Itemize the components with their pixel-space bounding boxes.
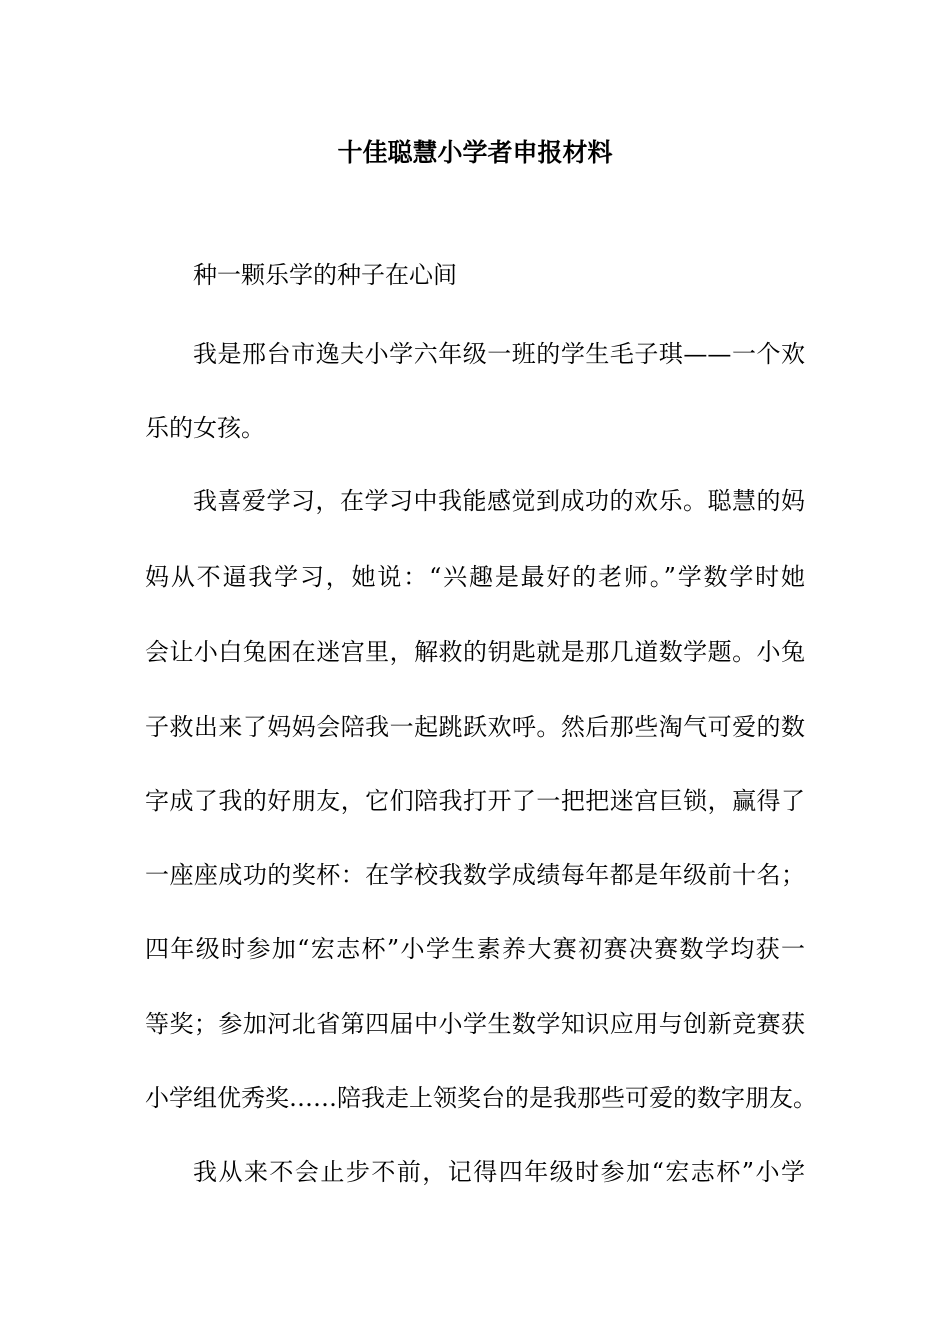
- paragraph-line: 字成了我的好朋友，它们陪我打开了一把把迷宫巨锁，赢得了: [145, 787, 805, 815]
- paragraph-line: 妈从不逼我学习，她说：“兴趣是最好的老师。”学数学时她: [145, 563, 805, 591]
- paragraph-line: 我从来不会止步不前，记得四年级时参加“宏志杯”小学: [193, 1158, 805, 1186]
- section-heading: 种一颗乐学的种子在心间: [193, 261, 457, 289]
- paragraph-line: 乐的女孩。: [145, 414, 265, 442]
- document-title: 十佳聪慧小学者申报材料: [337, 138, 613, 167]
- paragraph-line: 我喜爱学习，在学习中我能感觉到成功的欢乐。聪慧的妈: [193, 487, 805, 515]
- paragraph-line: 会让小白兔困在迷宫里，解救的钥匙就是那几道数学题。小兔: [145, 638, 805, 666]
- paragraph-line: 小学组优秀奖……陪我走上领奖台的是我那些可爱的数字朋友。: [145, 1084, 817, 1112]
- paragraph-line: 一座座成功的奖杯：在学校我数学成绩每年都是年级前十名；: [145, 861, 805, 889]
- paragraph-line: 四年级时参加“宏志杯”小学生素养大赛初赛决赛数学均获一: [145, 935, 805, 963]
- paragraph-line: 等奖；参加河北省第四届中小学生数学知识应用与创新竞赛获: [145, 1010, 805, 1038]
- paragraph-line: 我是邢台市逸夫小学六年级一班的学生毛子琪——一个欢: [193, 340, 805, 368]
- paragraph-line: 子救出来了妈妈会陪我一起跳跃欢呼。然后那些淘气可爱的数: [145, 713, 805, 741]
